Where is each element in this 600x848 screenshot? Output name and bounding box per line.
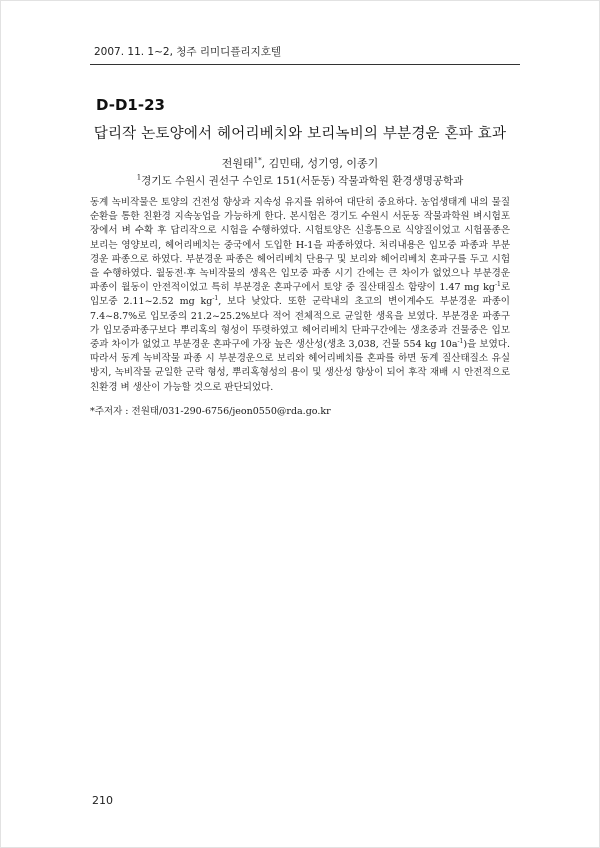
first-author: 전원태 xyxy=(221,157,254,170)
abstract-part-4: )을 보였다. 따라서 동계 녹비작물 파종 시 부분경운으로 보리와 헤어리베치를 혼파를 하면 동계 질산태질소 유실 방지, 녹비작물 균일한 군락 형성, 뿌리혹형성의 용이 및 생산성 향상이 되어 후작 재배 시 안전적으로 친환경 벼 생산이 가능할 것으로 판단되었다. xyxy=(90,339,510,393)
unit-superscript: -1 xyxy=(212,295,219,303)
abstract-body xyxy=(90,196,510,395)
co-authors: , 김민태, 성기영, 이종기 xyxy=(261,157,379,170)
page-number: 210 xyxy=(92,794,113,807)
author-mark: 1* xyxy=(253,156,262,165)
unit-superscript: -1 xyxy=(494,281,501,289)
corresponding-author-contact: *주저자 : 전원태/031-290-6756/jeon0550@rda.go.kr xyxy=(90,406,331,417)
paper-code: D-D1-23 xyxy=(96,96,165,114)
affiliation-text: 경기도 수원시 권선구 수인로 151(서둔동) 작물과학원 환경생명공학과 xyxy=(141,175,464,187)
unit-superscript: -1 xyxy=(457,337,464,345)
running-header: 2007. 11. 1~2, 청주 리미디플리지호텔 xyxy=(94,46,282,58)
author-line xyxy=(88,155,512,171)
abstract-part-1: 동계 녹비작물은 토양의 건전성 향상과 지속성 유지를 위하여 대단히 중요하다. 농업생태계 내의 물질 순환을 통한 친환경 지속농업을 가능하게 한다. 본시험은 경기도 수원시 서둔동 작물과학원 벼시험포장에서 벼 수확 후 답리작으로 시험을 수행하였다. 시험토양은 신흥통으로 식양질이었고 시험품종은 보리는 영양보리, 헤어리베치는 중국에서 도입한 H-1을 파종하였다. 처리내용은 입모중 파종과 부분경운 파종으로 하였다. 부분경운 파종은 헤어리베치 단용구 및 보리와 헤어리베치 혼파구를 두고 시험을 수행하였다. 월동전·후 녹비작물의 생육은 입모중 파종 시기 간에는 큰 차이가 없었으나 부분경운 파종이 월동이 안전적이었고 특히 부분경운 혼파구에서 토양 중 질산태질소 함량이 1.47 mg kg xyxy=(90,197,510,294)
header-rule xyxy=(90,64,520,65)
affiliation-mark: 1 xyxy=(136,173,142,182)
affiliation xyxy=(88,173,512,188)
abstract-part-3: , 보다 낮았다. 또한 군락내의 초고의 변이계수도 부분경운 파종이 7.4~8.7%로 입모중의 21.2~25.2%보다 적어 전체적으로 균일한 생육을 보였다. 부분경운 파종구가 입모중파종구보다 뿌리혹의 형성이 뚜렷하였고 헤어리베치 단파구간에는 생초중과 건물중은 입모중과 차이가 없었고 부분경운 혼파구에 가장 높은 생산성(생초 3,038, 건물 554 kg 10a xyxy=(90,296,510,351)
abstract-part-2: 로 입모중 2.11~2.52 mg kg xyxy=(90,282,510,308)
paper-title: 답리작 논토양에서 헤어리베치와 보리녹비의 부분경운 혼파 효과 xyxy=(93,126,507,142)
